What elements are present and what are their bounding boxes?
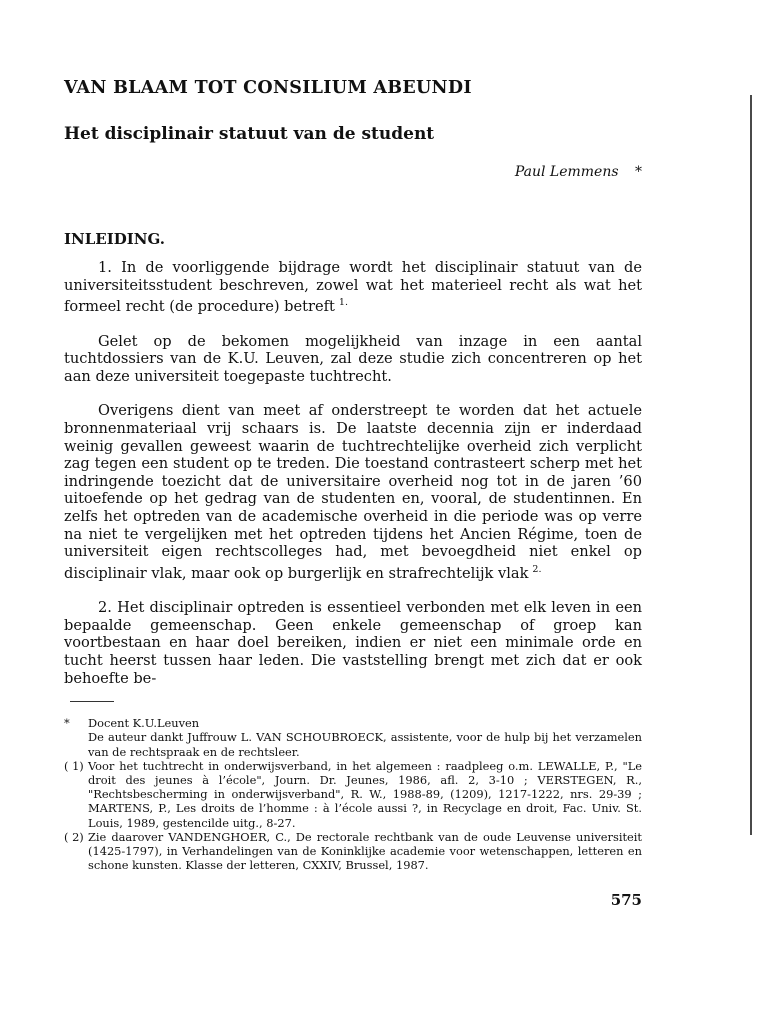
author-footnote-marker: * bbox=[635, 164, 642, 180]
footnote-reference: 2. bbox=[532, 563, 542, 575]
footnote-mark: * bbox=[64, 716, 70, 731]
footnote-mark: ( 2) bbox=[64, 829, 84, 844]
footnote-text: Docent K.U.Leuven De auteur dankt Juffrouw L. VAN SCHOUBROECK, assistente, voor de hulp bij het verzamelen van de rechtspraak en de rechtsleer. bbox=[88, 716, 642, 759]
article-title: VAN BLAAM TOT CONSILIUM ABEUNDI bbox=[64, 78, 472, 98]
footnote-2 bbox=[64, 830, 642, 873]
page-number: 575 bbox=[610, 891, 642, 910]
footnotes bbox=[64, 716, 642, 872]
paragraph-3 bbox=[64, 402, 642, 582]
footnote-1 bbox=[64, 759, 642, 830]
paragraph-2 bbox=[64, 333, 642, 386]
paragraph-text: Overigens dient van meet af onderstreept te worden dat het actuele bronnenmateriaal vrij schaars is. De laatste decennia zijn er inderdaad weinig gevallen geweest waarin de tuchtrechtelijke overheid zich verplicht zag tegen een student op te treden. Die toestand contrasteert scherp met het indringende toezicht dat de universitaire overheid nog tot in de jaren ’60 uitoefende op het gedrag van de studenten en, vooral, de studentinnen. En zelfs het optreden van de academische overheid in die periode was op verre na niet te vergelijken met het optreden tijdens het Ancien Régime, toen de universiteit eigen rechtscolleges had, met bevoegdheid niet enkel op disciplinair vlak, maar ook op burgerlijk en strafrechtelijk vlak bbox=[64, 402, 642, 582]
paragraph-text: 1. In de voorliggende bijdrage wordt het disciplinair statuut van de universiteitsstudent beschreven, zowel wat het materieel recht als wat het formeel recht (de procedure) betreft bbox=[64, 259, 642, 316]
author-line bbox=[64, 162, 642, 182]
section-heading: INLEIDING. bbox=[64, 230, 165, 248]
footnote-author bbox=[64, 716, 642, 759]
scan-edge-line bbox=[750, 95, 752, 835]
footnote-mark: ( 1) bbox=[64, 758, 84, 773]
footnote-text: Voor het tuchtrecht in onderwijsverband, in het algemeen : raadpleeg o.m. LEWALLE, P., "Le droit des jeunes à l’école", Journ. Dr. Jeunes, 1986, afl. 2, 3-10 ; VERSTEGEN, R., "Rechtsbescherming in onderwijsverband", R. W., 1988-89, (1209), 1217-1222, nrs. 29-39 ; MARTENS, P., Les droits de l’homme : à l’école aussi ?, in Recyclage en droit, Fac. Univ. St. Louis, 1989, gestencilde uitg., 8-27. bbox=[88, 758, 642, 830]
paragraph-text: 2. Het disciplinair optreden is essentieel verbonden met elk leven in een bepaalde gemeenschap. Geen enkele gemeenschap of groep kan voortbestaan en haar doel bereiken, indien er niet een minimale orde en tucht heerst tussen haar leden. Die vaststelling brengt met zich dat er ook behoefte be- bbox=[64, 599, 642, 687]
document-page bbox=[64, 76, 642, 910]
article-subtitle: Het disciplinair statuut van de student bbox=[64, 124, 435, 144]
paragraph-4 bbox=[64, 599, 642, 687]
author-name: Paul Lemmens bbox=[514, 164, 619, 180]
footnote-text: Zie daarover VANDENGHOER, C., De rectorale rechtbank van de oude Leuvense universiteit (1425-1797), in Verhandelingen van de Koninklijke academie voor wetenschappen, letteren en schone kunsten. Klasse der letteren, CXXIV, Brussel, 1987. bbox=[88, 829, 642, 873]
paragraph-1 bbox=[64, 259, 642, 316]
footnote-separator bbox=[70, 701, 114, 702]
paragraph-text: Gelet op de bekomen mogelijkheid van inzage in een aantal tuchtdossiers van de K.U. Leuven, zal deze studie zich concentreren op het aan deze universiteit toegepaste tuchtrecht. bbox=[64, 332, 642, 385]
footnote-reference: 1. bbox=[338, 297, 348, 309]
